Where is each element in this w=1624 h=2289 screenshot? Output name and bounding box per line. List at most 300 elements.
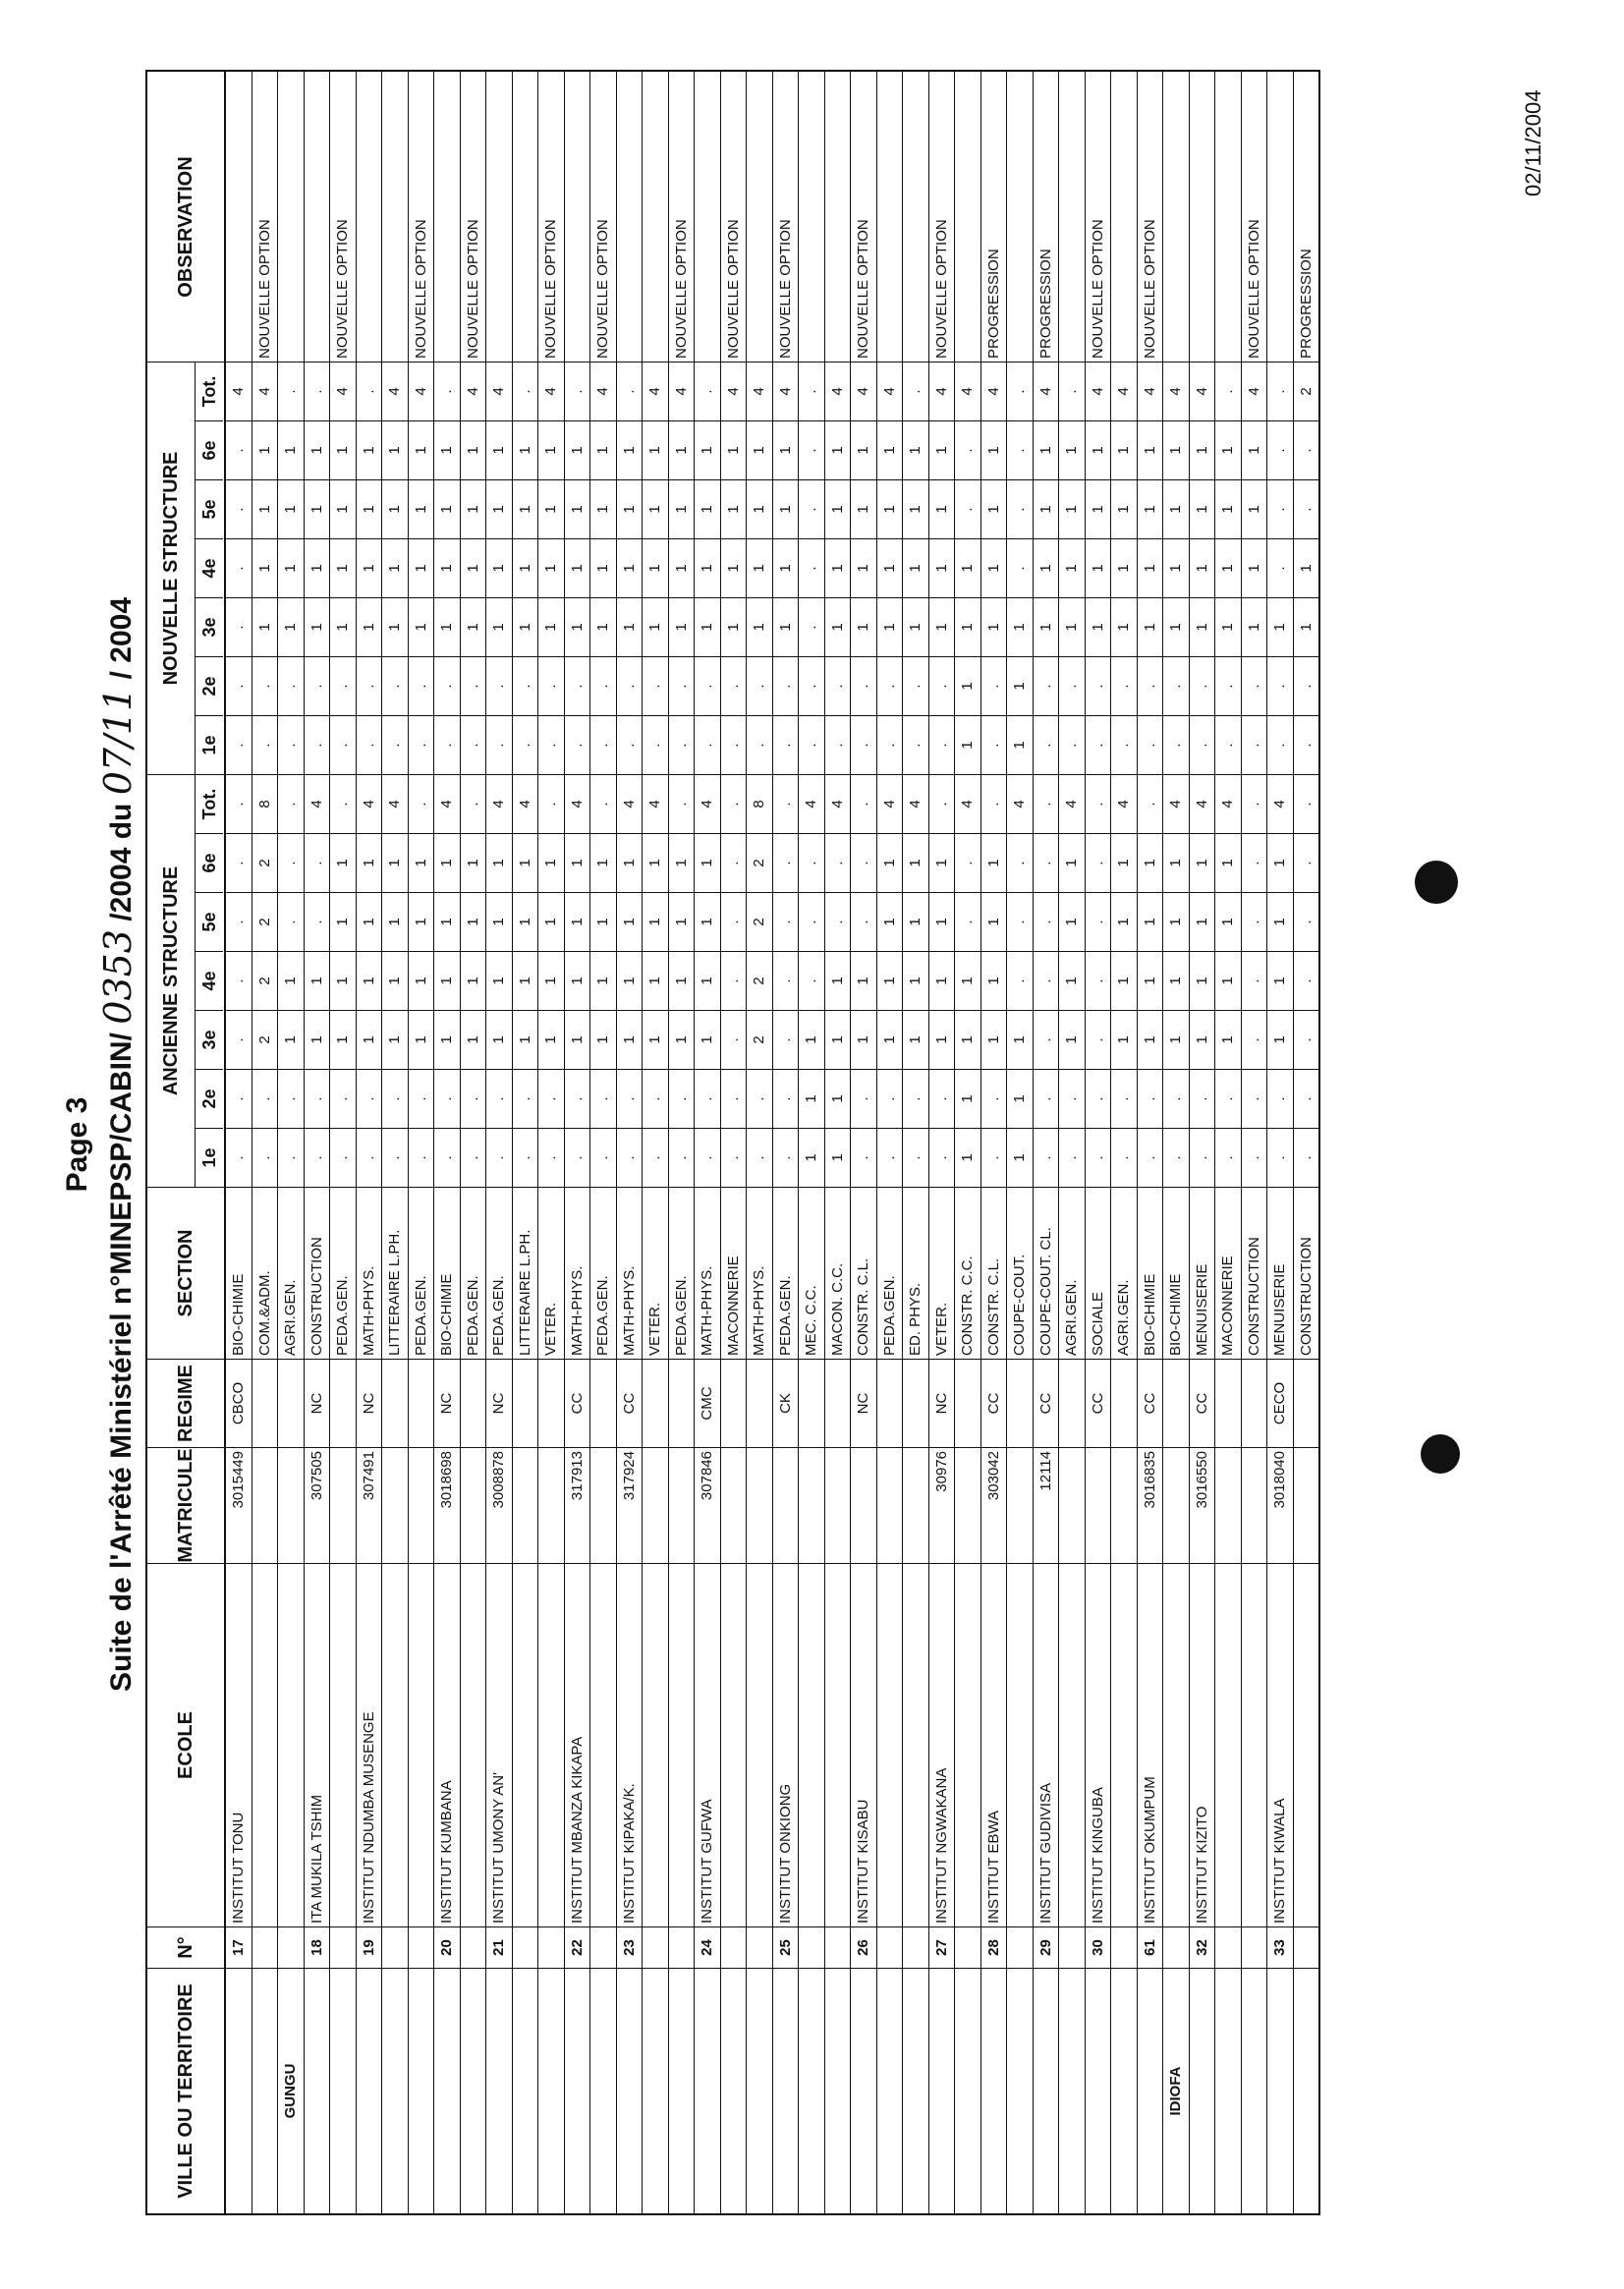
ancienne-cell: . [1059, 1069, 1085, 1128]
ancienne-cell: . [929, 1069, 955, 1128]
ancienne-cell: 1 [1007, 1128, 1033, 1187]
table-row [695, 72, 721, 2213]
nouvelle-cell: . [695, 362, 720, 420]
nouvelle-cell: 1 [486, 597, 512, 656]
ancienne-cell: 1 [409, 951, 434, 1010]
ancienne-cell: . [1086, 1128, 1111, 1187]
nouvelle-cell: 1 [330, 420, 356, 479]
cell-ville [252, 1968, 278, 2213]
nouvelle-cell: . [1007, 362, 1033, 420]
cell-observation [226, 92, 252, 362]
nouvelle-cell: 1 [981, 420, 1007, 479]
ancienne-cell: . [643, 1069, 668, 1128]
cell-ecole [799, 1563, 824, 1926]
ancienne-cell: . [1190, 1069, 1215, 1128]
ancienne-cell: 1 [590, 833, 616, 892]
nouvelle-cell: 1 [461, 420, 486, 479]
cell-matricule [1111, 1447, 1137, 1563]
nouvelle-cell: 1 [1034, 420, 1059, 479]
table-row [669, 72, 696, 2213]
nouvelle-cell: 1 [1059, 420, 1085, 479]
ancienne-cell: 1 [1163, 1010, 1189, 1069]
cell-ecole: INSTITUT KIPAKA/K. [617, 1563, 643, 1926]
cell-observation: NOUVELLE OPTION [542, 219, 560, 359]
ancienne-cell: . [877, 1069, 903, 1128]
ancienne-cell: 1 [643, 833, 668, 892]
page-number: Page 3 [61, 1096, 93, 1193]
nouvelle-cell: 1 [382, 420, 408, 479]
cell-regime [1111, 1359, 1137, 1447]
ancienne-cell: 1 [434, 1010, 460, 1069]
cell-number: 33 [1267, 1926, 1293, 1968]
ancienne-cell: . [1007, 951, 1033, 1010]
ancienne-cell: . [486, 1128, 512, 1187]
nouvelle-cell: 1 [1163, 420, 1189, 479]
nouvelle-cell: . [1190, 715, 1215, 774]
ancienne-cell: 1 [799, 1128, 824, 1187]
nouvelle-cell: 1 [695, 597, 720, 656]
nouvelle-cell: . [1034, 715, 1059, 774]
cell-ville [434, 1968, 460, 2213]
cell-ville [721, 1968, 747, 2213]
cell-matricule: 3008878 [486, 1447, 512, 1563]
nouvelle-cell: 1 [825, 597, 851, 656]
cell-number [590, 1926, 616, 1968]
ancienne-cell: 4 [1007, 774, 1033, 833]
ancienne-cell: . [538, 1069, 564, 1128]
nouvelle-cell: . [1294, 479, 1319, 538]
cell-number [461, 1926, 486, 1968]
nouvelle-cell: 4 [643, 362, 668, 420]
ancienne-cell: 1 [538, 892, 564, 951]
nouvelle-cell: . [877, 656, 903, 715]
ancienne-cell: 1 [617, 833, 643, 892]
nouvelle-cell: 1 [461, 538, 486, 597]
table-row [773, 72, 800, 2213]
nouvelle-cell: . [278, 715, 304, 774]
nouvelle-cell: . [1267, 656, 1293, 715]
nouvelle-cell: . [643, 656, 668, 715]
cell-number [747, 1926, 772, 1968]
title-end: / 2004 [105, 596, 138, 680]
ancienne-cell: 1 [278, 1010, 304, 1069]
nouvelle-cell: . [305, 715, 330, 774]
ancienne-cell: 1 [617, 951, 643, 1010]
cell-ville [330, 1968, 356, 2213]
cell-matricule: 3018040 [1267, 1447, 1293, 1563]
nouvelle-cell: 1 [643, 479, 668, 538]
cell-number: 61 [1138, 1926, 1163, 1968]
ancienne-cell: 4 [1190, 774, 1215, 833]
ancienne-cell: 1 [1138, 833, 1163, 892]
nouvelle-cell: . [538, 656, 564, 715]
ancienne-cell: . [799, 951, 824, 1010]
cell-number [1215, 1926, 1241, 1968]
cell-section: MACON. C.C. [825, 1187, 851, 1359]
cell-section: SOCIALE [1086, 1187, 1111, 1359]
cell-number [955, 1926, 980, 1968]
ancienne-cell: . [226, 1010, 252, 1069]
nouvelle-cell: . [565, 362, 590, 420]
ancienne-cell: 1 [1059, 833, 1085, 892]
cell-ville: GUNGU [278, 1968, 304, 2213]
ancienne-cell: . [773, 1128, 799, 1187]
ancienne-cell: . [278, 774, 304, 833]
ancienne-cell: 1 [903, 892, 928, 951]
nouvelle-cell: 4 [1138, 362, 1163, 420]
nouvelle-cell: . [799, 420, 824, 479]
ancienne-cell: . [226, 892, 252, 951]
cell-matricule [669, 1447, 695, 1563]
cell-matricule [1086, 1447, 1111, 1563]
nouvelle-cell: . [1007, 420, 1033, 479]
ancienne-cell: . [851, 833, 876, 892]
nouvelle-cell: 1 [721, 420, 747, 479]
table-row [955, 72, 981, 2213]
cell-observation: NOUVELLE OPTION [594, 219, 612, 359]
sub-5e: 5e [196, 479, 223, 538]
cell-ville [1190, 1968, 1215, 2213]
handwritten-date: 07/11 [96, 687, 140, 796]
cell-section: PEDA.GEN. [877, 1187, 903, 1359]
cell-ecole [1163, 1563, 1189, 1926]
cell-section: BIO-CHIMIE [1138, 1187, 1163, 1359]
nouvelle-cell: 1 [434, 597, 460, 656]
ancienne-cell: . [721, 774, 747, 833]
header-nouvelle-structure [147, 362, 224, 774]
ancienne-cell: 1 [461, 951, 486, 1010]
ancienne-cell: 1 [825, 1069, 851, 1128]
cell-matricule: 307505 [305, 1447, 330, 1563]
sub-1e: 1e [196, 1128, 223, 1187]
table-row [1294, 72, 1319, 2213]
ancienne-cell: . [357, 1128, 382, 1187]
nouvelle-cell: . [617, 715, 643, 774]
ancienne-cell: 4 [825, 774, 851, 833]
ancienne-cell: . [565, 1069, 590, 1128]
ancienne-cell: . [513, 1128, 538, 1187]
table-row [486, 72, 513, 2213]
nouvelle-cell: . [981, 656, 1007, 715]
ancienne-cell: 1 [1163, 951, 1189, 1010]
cell-matricule: 30976 [929, 1447, 955, 1563]
table-row [1242, 72, 1268, 2213]
cell-section: COM.&ADM. [252, 1187, 278, 1359]
ancienne-cell: . [226, 1069, 252, 1128]
table-row [1007, 72, 1034, 2213]
table-body [226, 72, 1318, 2213]
cell-regime [747, 1359, 772, 1447]
sub-1e: 1e [196, 715, 223, 774]
cell-section: CONSTRUCTION [305, 1187, 330, 1359]
cell-number [903, 1926, 928, 1968]
ancienne-cell: . [1034, 892, 1059, 951]
nouvelle-cell: 4 [409, 362, 434, 420]
sub-6e: 6e [196, 833, 223, 892]
nouvelle-cell: 1 [252, 479, 278, 538]
ancienne-cell: 1 [278, 951, 304, 1010]
ancienne-cell: . [1007, 833, 1033, 892]
ancienne-cell: . [1267, 1128, 1293, 1187]
ancienne-cell: 1 [955, 951, 980, 1010]
nouvelle-cell: 1 [695, 538, 720, 597]
ancienne-cell: . [1242, 1069, 1267, 1128]
nouvelle-cell: . [1294, 715, 1319, 774]
cell-regime [877, 1359, 903, 1447]
table-row [278, 72, 305, 2213]
nouvelle-cell: 1 [590, 420, 616, 479]
nouvelle-cell: 1 [486, 420, 512, 479]
cell-matricule: 317913 [565, 1447, 590, 1563]
ancienne-cell: 1 [1138, 951, 1163, 1010]
cell-ecole: INSTITUT KIWALA [1267, 1563, 1293, 1926]
cell-section: LITTERAIRE L.PH. [513, 1187, 538, 1359]
ancienne-cell: 1 [1059, 951, 1085, 1010]
ancienne-cell: 1 [981, 892, 1007, 951]
ancienne-cell: 1 [903, 1010, 928, 1069]
ancienne-cell: 1 [1138, 892, 1163, 951]
nouvelle-cell: 4 [1086, 362, 1111, 420]
cell-number [538, 1926, 564, 1968]
nouvelle-cell: . [226, 538, 252, 597]
nouvelle-cell: . [565, 715, 590, 774]
ancienne-cell: 1 [1138, 1010, 1163, 1069]
nouvelle-cell: 1 [357, 479, 382, 538]
ancienne-cell: . [903, 1069, 928, 1128]
nouvelle-cell: 1 [252, 420, 278, 479]
ancienne-cell: . [409, 1128, 434, 1187]
ancienne-cell: . [1215, 1069, 1241, 1128]
cell-regime [825, 1359, 851, 1447]
cell-ecole: ITA MUKILA TSHIM [305, 1563, 330, 1926]
ancienne-cell: 1 [955, 1128, 980, 1187]
nouvelle-cell: 1 [1163, 479, 1189, 538]
cell-section: MATH-PHYS. [617, 1187, 643, 1359]
ancienne-cell: 4 [513, 774, 538, 833]
ancienne-cell: 4 [305, 774, 330, 833]
nouvelle-cell: 1 [851, 479, 876, 538]
ancienne-cell: . [825, 833, 851, 892]
nouvelle-cell: 1 [565, 597, 590, 656]
cell-observation: NOUVELLE OPTION [932, 219, 950, 359]
nouvelle-cell: . [695, 715, 720, 774]
nouvelle-cell: . [1007, 479, 1033, 538]
cell-section: VETER. [929, 1187, 955, 1359]
cell-regime: NC [434, 1359, 460, 1447]
ancienne-cell: 1 [1267, 1010, 1293, 1069]
cell-ville: IDIOFA [1163, 1968, 1189, 2213]
ancienne-cell: . [226, 833, 252, 892]
table-row [409, 72, 435, 2213]
cell-ville [981, 1968, 1007, 2213]
header-ecole: ECOLE [147, 1563, 224, 1926]
ancienne-cell: 1 [513, 892, 538, 951]
ancienne-cell: 1 [643, 951, 668, 1010]
cell-ecole [538, 1563, 564, 1926]
ancienne-cell: . [305, 1069, 330, 1128]
ancienne-cell: . [669, 774, 695, 833]
ancienne-cell: 1 [877, 833, 903, 892]
cell-number: 22 [565, 1926, 590, 1968]
header-matricule: MATRICULE [147, 1447, 224, 1563]
cell-observation [877, 92, 903, 362]
cell-section: CONSTRUCTION [1294, 1187, 1319, 1359]
ancienne-cell: 1 [486, 833, 512, 892]
nouvelle-cell: . [1163, 715, 1189, 774]
nouvelle-cell: . [1138, 656, 1163, 715]
nouvelle-cell: 1 [643, 538, 668, 597]
cell-regime [955, 1359, 980, 1447]
nouvelle-cell: 4 [825, 362, 851, 420]
cell-number [1242, 1926, 1267, 1968]
ancienne-cell: . [929, 774, 955, 833]
cell-ville [409, 1968, 434, 2213]
nouvelle-cell: . [1215, 362, 1241, 420]
ancienne-cell: 4 [1163, 774, 1189, 833]
cell-observation: NOUVELLE OPTION [1141, 219, 1158, 359]
nouvelle-cell: 1 [513, 597, 538, 656]
ancienne-cell: 1 [981, 951, 1007, 1010]
cell-regime [903, 1359, 928, 1447]
nouvelle-cell: 1 [721, 597, 747, 656]
table-row [252, 72, 279, 2213]
nouvelle-cell: . [721, 715, 747, 774]
nouvelle-cell: 1 [1086, 597, 1111, 656]
ancienne-cell: 1 [357, 1010, 382, 1069]
nouvelle-cell: . [252, 715, 278, 774]
ancienne-cell: 8 [747, 774, 772, 833]
ancienne-cell: 4 [486, 774, 512, 833]
ancienne-cell: . [1294, 892, 1319, 951]
cell-ville [1111, 1968, 1137, 2213]
table-row [929, 72, 956, 2213]
sub-4e: 4e [196, 951, 223, 1010]
ancienne-cell: 1 [382, 951, 408, 1010]
ancienne-cell: . [382, 1128, 408, 1187]
nouvelle-cell: 4 [851, 362, 876, 420]
cell-section: PEDA.GEN. [486, 1187, 512, 1359]
nouvelle-cell: 1 [409, 597, 434, 656]
nouvelle-cell: 1 [357, 597, 382, 656]
cell-regime: CC [1086, 1359, 1111, 1447]
ancienne-cell: . [1215, 1128, 1241, 1187]
cell-ville [1007, 1968, 1033, 2213]
nouvelle-cell: 1 [1138, 479, 1163, 538]
table-row [305, 72, 331, 2213]
cell-number: 19 [357, 1926, 382, 1968]
cell-section: CONSTR. C.L. [851, 1187, 876, 1359]
nouvelle-cell: 1 [981, 479, 1007, 538]
ancienne-cell: 1 [305, 1010, 330, 1069]
ancienne-cell: 1 [1267, 951, 1293, 1010]
ancienne-cell: . [799, 833, 824, 892]
nouvelle-cell: . [825, 715, 851, 774]
ancienne-cell: 4 [382, 774, 408, 833]
nouvelle-cell: . [1034, 656, 1059, 715]
cell-matricule: 3015449 [226, 1447, 252, 1563]
nouvelle-cell: 1 [1190, 479, 1215, 538]
nouvelle-cell: . [305, 656, 330, 715]
cell-regime [590, 1359, 616, 1447]
cell-regime: NC [486, 1359, 512, 1447]
cell-observation [695, 92, 720, 362]
cell-regime: CBCO [226, 1359, 252, 1447]
cell-observation: PROGRESSION [1036, 249, 1054, 359]
cell-section: VETER. [643, 1187, 668, 1359]
nouvelle-cell: 1 [1215, 538, 1241, 597]
ancienne-cell: . [747, 1128, 772, 1187]
nouvelle-cell: . [486, 656, 512, 715]
sub-4e: 4e [196, 538, 223, 597]
cell-section: BIO-CHIMIE [226, 1187, 252, 1359]
nouvelle-cell: . [590, 715, 616, 774]
nouvelle-cell: 1 [538, 597, 564, 656]
nouvelle-cell: 1 [903, 597, 928, 656]
cell-regime: CC [1138, 1359, 1163, 1447]
nouvelle-cell: . [434, 656, 460, 715]
ancienne-cell: 1 [903, 951, 928, 1010]
nouvelle-cell: 1 [1215, 597, 1241, 656]
nouvelle-cell: 1 [434, 420, 460, 479]
ancienne-cell: . [330, 774, 356, 833]
nouvelle-cell: 1 [1215, 420, 1241, 479]
cell-ecole [669, 1563, 695, 1926]
nouvelle-cell: 1 [825, 479, 851, 538]
nouvelle-cell: 4 [877, 362, 903, 420]
ancienne-cell: . [1242, 774, 1267, 833]
nouvelle-cell: 1 [513, 538, 538, 597]
ancienne-cell: 1 [565, 1010, 590, 1069]
table-row [330, 72, 357, 2213]
cell-section: VETER. [538, 1187, 564, 1359]
ancienne-cell: . [1034, 774, 1059, 833]
ancienne-cell: . [486, 1069, 512, 1128]
nouvelle-cell: 4 [1111, 362, 1137, 420]
nouvelle-cell: . [929, 656, 955, 715]
nouvelle-cell: . [357, 362, 382, 420]
nouvelle-cell: . [1267, 715, 1293, 774]
ancienne-cell: . [877, 1128, 903, 1187]
ancienne-cell: 1 [590, 951, 616, 1010]
table-header [147, 72, 226, 2213]
nouvelle-cell: . [278, 362, 304, 420]
cell-observation [1163, 92, 1189, 362]
cell-ecole: INSTITUT ONKIONG [773, 1563, 799, 1926]
cell-ecole: INSTITUT KIZITO [1190, 1563, 1215, 1926]
cell-regime: CC [565, 1359, 590, 1447]
cell-regime [1163, 1359, 1189, 1447]
cell-section: MENUISERIE [1267, 1187, 1293, 1359]
nouvelle-cell: 1 [955, 538, 980, 597]
ancienne-cell: 1 [929, 833, 955, 892]
table-row [747, 72, 773, 2213]
ancienne-cell: 1 [851, 1010, 876, 1069]
nouvelle-cell: . [877, 715, 903, 774]
cell-regime: NC [357, 1359, 382, 1447]
nouvelle-cell: . [1267, 538, 1293, 597]
ancienne-cell: 1 [1111, 951, 1137, 1010]
nouvelle-cell: 1 [669, 538, 695, 597]
cell-ville [461, 1968, 486, 2213]
nouvelle-cell: 1 [461, 479, 486, 538]
ancienne-cell: 1 [590, 892, 616, 951]
sub-5e: 5e [196, 892, 223, 951]
nouvelle-cell: 1 [382, 538, 408, 597]
nouvelle-cell: 4 [929, 362, 955, 420]
cell-section: AGRI.GEN. [1111, 1187, 1137, 1359]
nouvelle-cell: 4 [1163, 362, 1189, 420]
cell-ecole [877, 1563, 903, 1926]
